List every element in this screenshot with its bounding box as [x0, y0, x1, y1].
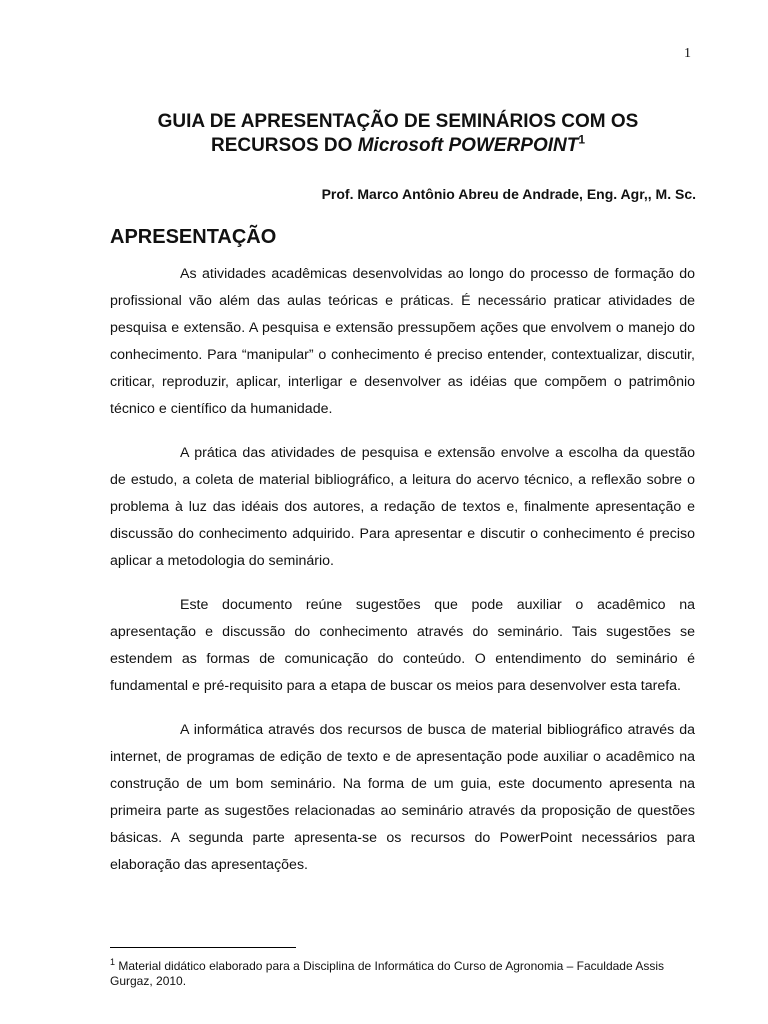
- title-footnote-mark: 1: [578, 132, 586, 147]
- footnote-text: Material didático elaborado para a Disciplina de Informática do Curso de Agronomia – Faculdade Assis Gurgaz, 2010.: [110, 959, 664, 988]
- footnote-separator: [110, 947, 296, 948]
- footnote-mark: 1: [110, 957, 116, 967]
- paragraph: Este documento reúne sugestões que pode auxiliar o acadêmico na apresentação e discussão do conhecimento através do seminário. Tais sugestões se estendem as formas de comunicação do conteúdo. O entendimento do seminário é fundamental e pré-requisito para a etapa de buscar os meios para desenvolver esta tarefa.: [110, 597, 695, 694]
- paragraph: As atividades acadêmicas desenvolvidas ao longo do processo de formação do profissional vão além das aulas teóricas e práticas. É necessário praticar atividades de pesquisa e extensão. A pesquisa e extensão pressupõem ações que envolvem o manejo do conhecimento. Para “manipular” o conhecimento é preciso entender, contextualizar, discutir, criticar, reproduzir, aplicar, interligar e desenvolver as idéias que compõem o patrimônio técnico e científico da humanidade.: [110, 266, 695, 417]
- body-text: [110, 261, 695, 896]
- title-line-2-italic: Microsoft POWERPOINT: [357, 135, 579, 156]
- section-heading: APRESENTAÇÃO: [110, 226, 277, 248]
- document-title: [100, 110, 696, 158]
- title-line-1: GUIA DE APRESENTAÇÃO DE SEMINÁRIOS COM OS: [157, 111, 639, 132]
- author-line: Prof. Marco Antônio Abreu de Andrade, Eng. Agr,, M. Sc.: [321, 186, 696, 202]
- title-line-2-prefix: RECURSOS DO: [210, 135, 358, 156]
- paragraph: A prática das atividades de pesquisa e extensão envolve a escolha da questão de estudo, a coleta de material bibliográfico, a leitura do acervo técnico, a reflexão sobre o problema à luz das idéais dos autores, a redação de textos e, finalmente apresentação e discussão do conhecimento adquirido. Para apresentar e discutir o conhecimento é preciso aplicar a metodologia do seminário.: [110, 445, 695, 569]
- paragraph: A informática através dos recursos de busca de material bibliográfico através da internet, de programas de edição de texto e de apresentação pode auxiliar o acadêmico na construção de um bom seminário. Na forma de um guia, este documento apresenta na primeira parte as sugestões relacionadas ao seminário através da proposição de questões básicas. A segunda parte apresenta-se os recursos do PowerPoint necessários para elaboração das apresentações.: [110, 722, 695, 873]
- footnote: [110, 955, 695, 989]
- page-number: 1: [684, 46, 691, 61]
